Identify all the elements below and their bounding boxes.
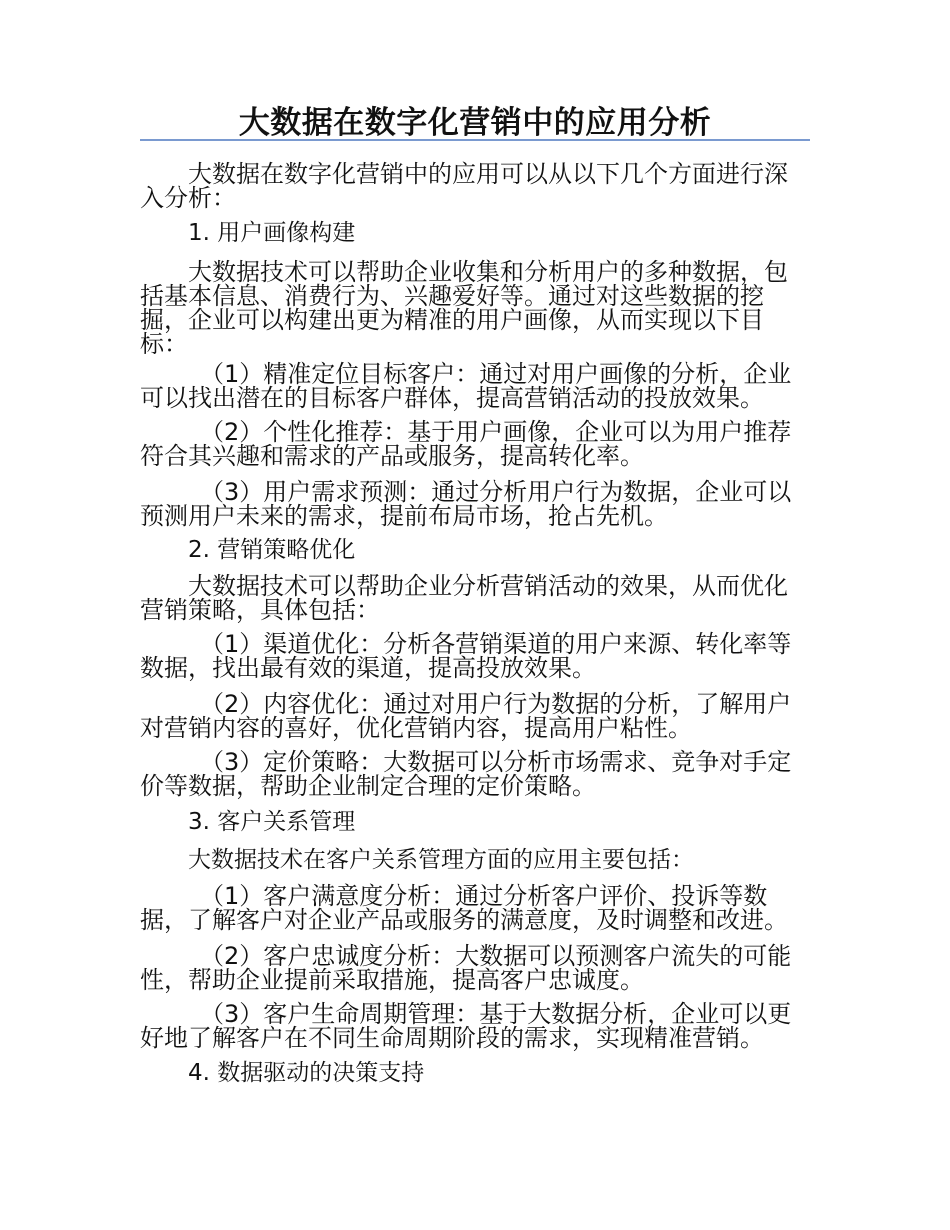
section-4-heading: 4. 数据驱动的决策支持 (188, 1060, 425, 1086)
section-3-item-2: （2）客户忠诚度分析：大数据可以预测客户流失的可能性，帮助企业提前采取措施，提高客户忠诚度。 (140, 942, 792, 994)
section-1-item-3: （3）用户需求预测：通过分析用户行为数据，企业可以预测用户未来的需求，提前布局市场，抢占先机。 (140, 478, 792, 530)
section-3-lead: 大数据技术在客户关系管理方面的应用主要包括： (188, 847, 694, 873)
intro-paragraph: 大数据在数字化营销中的应用可以从以下几个方面进行深入分析： (140, 160, 788, 212)
title-underline (140, 139, 810, 141)
section-2-item-1: （1）渠道优化：分析各营销渠道的用户来源、转化率等数据，找出最有效的渠道，提高投放效果。 (140, 630, 792, 682)
section-1-item-1: （1）精准定位目标客户：通过对用户画像的分析，企业可以找出潜在的目标客户群体，提高营销活动的投放效果。 (140, 360, 792, 412)
section-2-item-3: （3）定价策略：大数据可以分析市场需求、竞争对手定价等数据，帮助企业制定合理的定价策略。 (140, 748, 792, 800)
section-3-heading: 3. 客户关系管理 (188, 809, 356, 835)
section-2-item-2: （2）内容优化：通过对用户行为数据的分析，了解用户对营销内容的喜好，优化营销内容，提高用户粘性。 (140, 690, 792, 742)
section-2-lead: 大数据技术可以帮助企业分析营销活动的效果，从而优化营销策略，具体包括： (140, 572, 788, 624)
section-1-lead: 大数据技术可以帮助企业收集和分析用户的多种数据，包括基本信息、消费行为、兴趣爱好等。通过对这些数据的挖掘，企业可以构建出更为精准的用户画像，从而实现以下目标： (140, 258, 788, 358)
section-1-item-2: （2）个性化推荐：基于用户画像，企业可以为用户推荐符合其兴趣和需求的产品或服务，提高转化率。 (140, 418, 792, 470)
section-3-item-1: （1）客户满意度分析：通过分析客户评价、投诉等数据，了解客户对企业产品或服务的满意度，及时调整和改进。 (140, 882, 788, 934)
section-2-heading: 2. 营销策略优化 (188, 537, 356, 563)
document-title: 大数据在数字化营销中的应用分析 (238, 105, 712, 141)
section-1-heading: 1. 用户画像构建 (188, 220, 356, 246)
section-3-item-3: （3）客户生命周期管理：基于大数据分析，企业可以更好地了解客户在不同生命周期阶段的需求，实现精准营销。 (140, 1000, 792, 1052)
